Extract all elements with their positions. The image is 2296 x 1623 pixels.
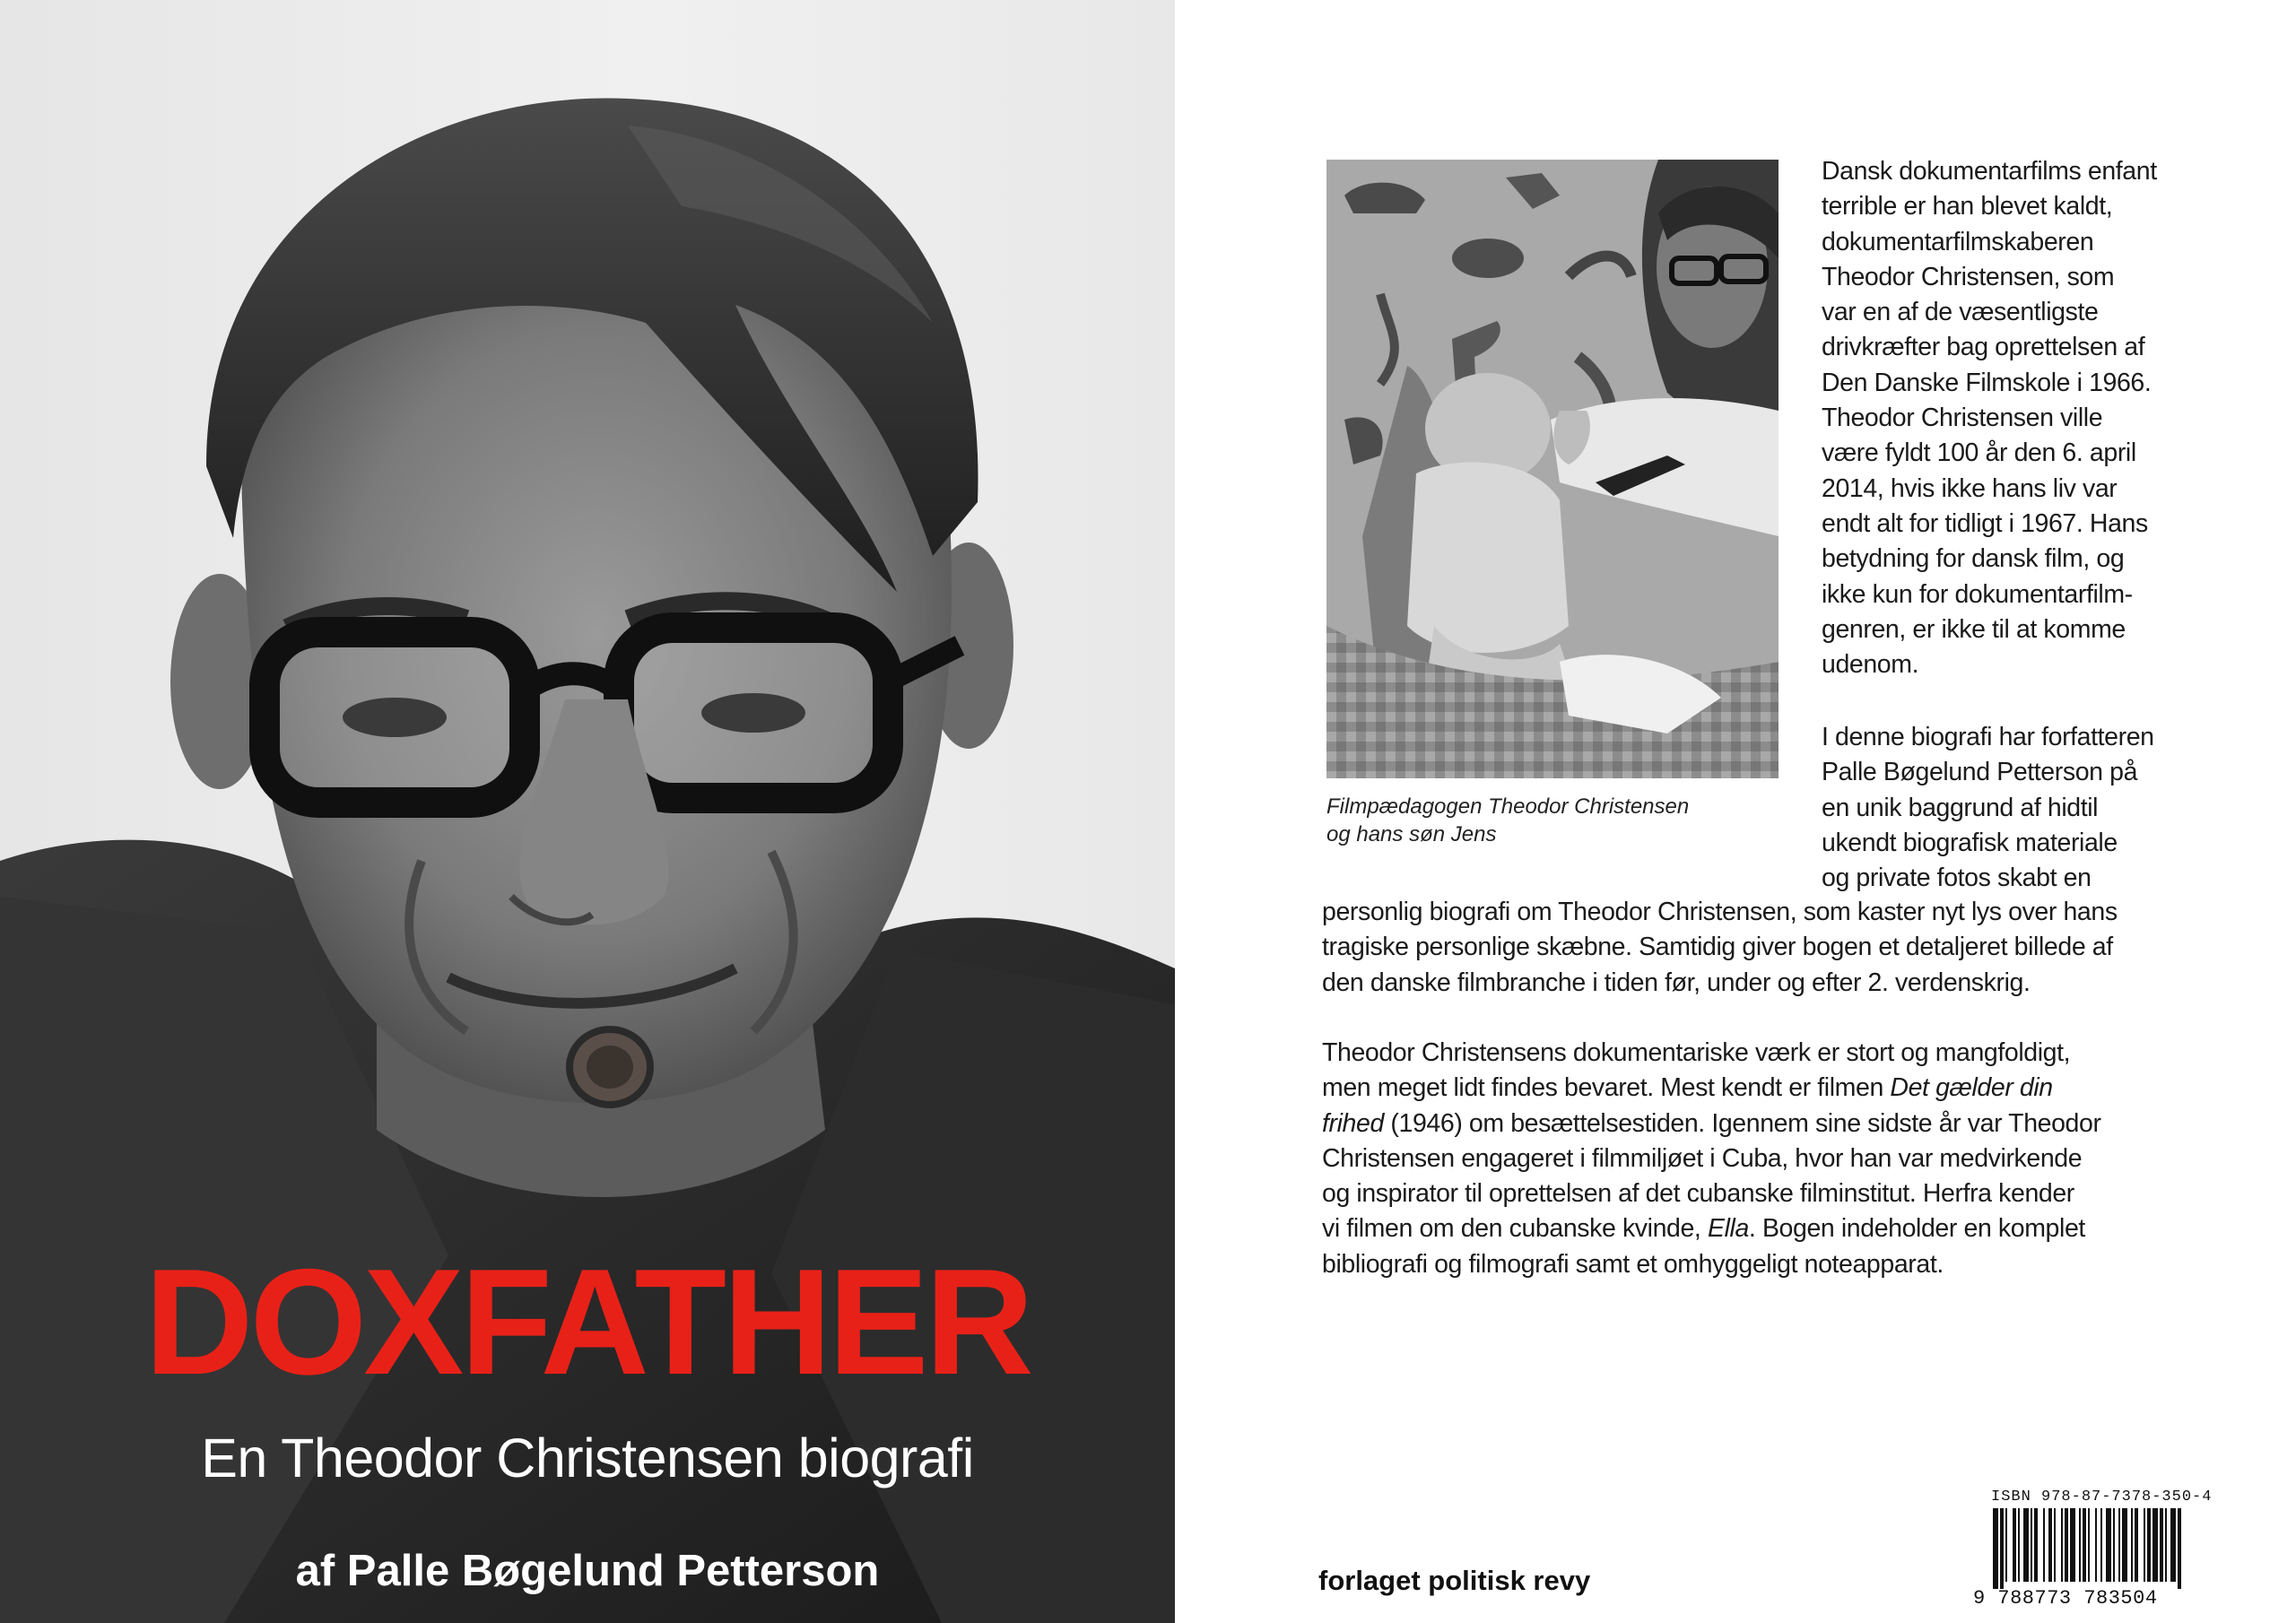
barcode-bar	[2048, 1508, 2052, 1582]
text-line: ikke kun for dokumentarfilm-	[1822, 579, 2133, 609]
caption-line: Filmpædagogen Theodor Christensen	[1326, 794, 1690, 819]
barcode-bar	[2147, 1508, 2151, 1582]
film-title-italic: Ella	[1707, 1214, 1749, 1244]
barcode-bar	[2131, 1508, 2133, 1582]
text-line: den danske filmbranche i tiden før, under og efter 2. verdenskrig.	[1322, 968, 2031, 997]
text-line: være fyldt 100 år den 6. april	[1822, 438, 2136, 468]
text-line: Christensen engageret i filmmiljøet i Cuba, hvor han var medvirkende	[1322, 1143, 2083, 1173]
text-line: og private fotos skabt en	[1822, 864, 2092, 893]
caption-line: og hans søn Jens	[1326, 822, 1497, 846]
barcode-bar	[2061, 1508, 2063, 1582]
barcode-bar	[2113, 1508, 2115, 1582]
text-line: I denne biografi har forfatteren	[1822, 723, 2154, 751]
barcode-bar	[1993, 1508, 1998, 1589]
barcode-bar	[2122, 1508, 2127, 1582]
text-line: endt alt for tidligt i 1967. Hans	[1822, 508, 2148, 538]
publisher-name: forlaget politisk revy	[1318, 1565, 1591, 1596]
text-line: ukendt biografisk materiale	[1822, 828, 2118, 857]
barcode-bar	[2070, 1508, 2075, 1582]
text-line: udenom.	[1822, 650, 1919, 680]
text-line: tragiske personlige skæbne. Samtidig giver bogen et detaljeret billede af	[1322, 933, 2113, 962]
barcode-bar	[2005, 1508, 2007, 1582]
barcode-bar	[2034, 1508, 2038, 1582]
text-line	[1322, 1071, 2234, 1106]
film-title-italic: frihed	[1322, 1108, 1384, 1138]
text-line: drivkræfter bag oprettelsen af	[1822, 333, 2145, 362]
barcode-bar	[2088, 1508, 2090, 1582]
book-author: af Palle Bøgelund Petterson	[295, 1547, 880, 1595]
description-paragraph-2-top	[1822, 720, 2234, 896]
barcode-bar	[2079, 1508, 2081, 1582]
text-line: Dansk dokumentarfilms enfant	[1822, 157, 2157, 186]
father-and-son-photo	[1326, 160, 1779, 778]
text-line: terrible er han blevet kaldt,	[1822, 192, 2113, 221]
barcode-bar	[2031, 1508, 2032, 1582]
barcode-bar	[2083, 1508, 2086, 1582]
barcode-bar	[2065, 1508, 2068, 1582]
description-paragraph-3	[1322, 1036, 2234, 1282]
barcode-bar	[2000, 1508, 2004, 1589]
barcode-bar	[2170, 1508, 2176, 1582]
barcode-bar	[2135, 1508, 2138, 1582]
back-cover	[1187, 0, 2296, 1623]
barcode-bar	[2106, 1508, 2111, 1582]
barcode-bar	[2144, 1508, 2145, 1582]
barcode-bar	[2118, 1508, 2120, 1582]
text-line	[1322, 1107, 2234, 1141]
barcode-bar	[2013, 1508, 2016, 1582]
text-line: en unik baggrund af hidtil	[1822, 793, 2099, 822]
barcode-bar	[2018, 1508, 2020, 1582]
isbn-label: ISBN 978-87-7378-350-4	[1991, 1488, 2213, 1506]
text-line: personlig biografi om Theodor Christensen, som kaster nyt lys over hans	[1322, 898, 2118, 926]
text-line: var en af de væsentligste	[1822, 298, 2099, 327]
isbn-barcode	[1973, 1488, 2260, 1614]
barcode-bar	[2043, 1508, 2045, 1582]
text-line: Theodor Christensen, som	[1822, 262, 2115, 291]
text-segment: men meget lidt findes bevaret. Mest kendt er filmen	[1322, 1073, 1891, 1103]
barcode-bar	[2152, 1508, 2158, 1582]
text-line: og inspirator til oprettelsen af det cubanske filminstitut. Herfra kender	[1322, 1179, 2074, 1209]
book-title: DOXFATHER	[144, 1237, 1031, 1406]
text-line: Palle Bøgelund Petterson på	[1822, 758, 2138, 787]
barcode-bar	[2160, 1508, 2163, 1582]
text-line: 2014, hvis ikke hans liv var	[1822, 473, 2118, 503]
barcode-bar	[2100, 1508, 2102, 1582]
text-segment: vi filmen om den cubanske kvinde,	[1322, 1214, 1708, 1244]
text-line: bibliografi og filmografi samt et omhyggeligt noteapparat.	[1322, 1249, 1944, 1279]
book-subtitle: En Theodor Christensen biografi	[201, 1428, 974, 1488]
text-line: dokumentarfilmskaberen	[1822, 227, 2094, 256]
text-line: Den Danske Filmskole i 1966.	[1822, 368, 2152, 397]
description-paragraph-2-bottom	[1322, 895, 2234, 1001]
text-line: betydning for dansk film, og	[1822, 544, 2125, 574]
cover-gap	[1175, 0, 1187, 1623]
text-line	[1322, 1211, 2234, 1246]
photo-caption	[1326, 793, 1793, 848]
description-paragraph-1	[1822, 154, 2234, 682]
barcode-digits: 9 788773 783504	[1973, 1587, 2158, 1610]
text-segment: (1946) om besættelsestiden. Igennem sine sidste år var Theodor	[1383, 1108, 2101, 1138]
text-line: genren, er ikke til at komme	[1822, 614, 2126, 644]
text-line: Theodor Christensens dokumentariske værk er stort og mangfoldigt,	[1322, 1038, 2071, 1067]
barcode-bar	[2023, 1508, 2029, 1582]
barcode-bar	[2054, 1508, 2056, 1582]
text-segment: . Bogen indeholder en komplet	[1748, 1214, 2085, 1244]
text-line: Theodor Christensen ville	[1822, 404, 2103, 433]
film-title-italic: Det gælder din	[1890, 1073, 2053, 1103]
barcode-bar	[2095, 1508, 2097, 1582]
barcode-bar	[2165, 1508, 2167, 1582]
barcode-bar	[2178, 1508, 2181, 1589]
